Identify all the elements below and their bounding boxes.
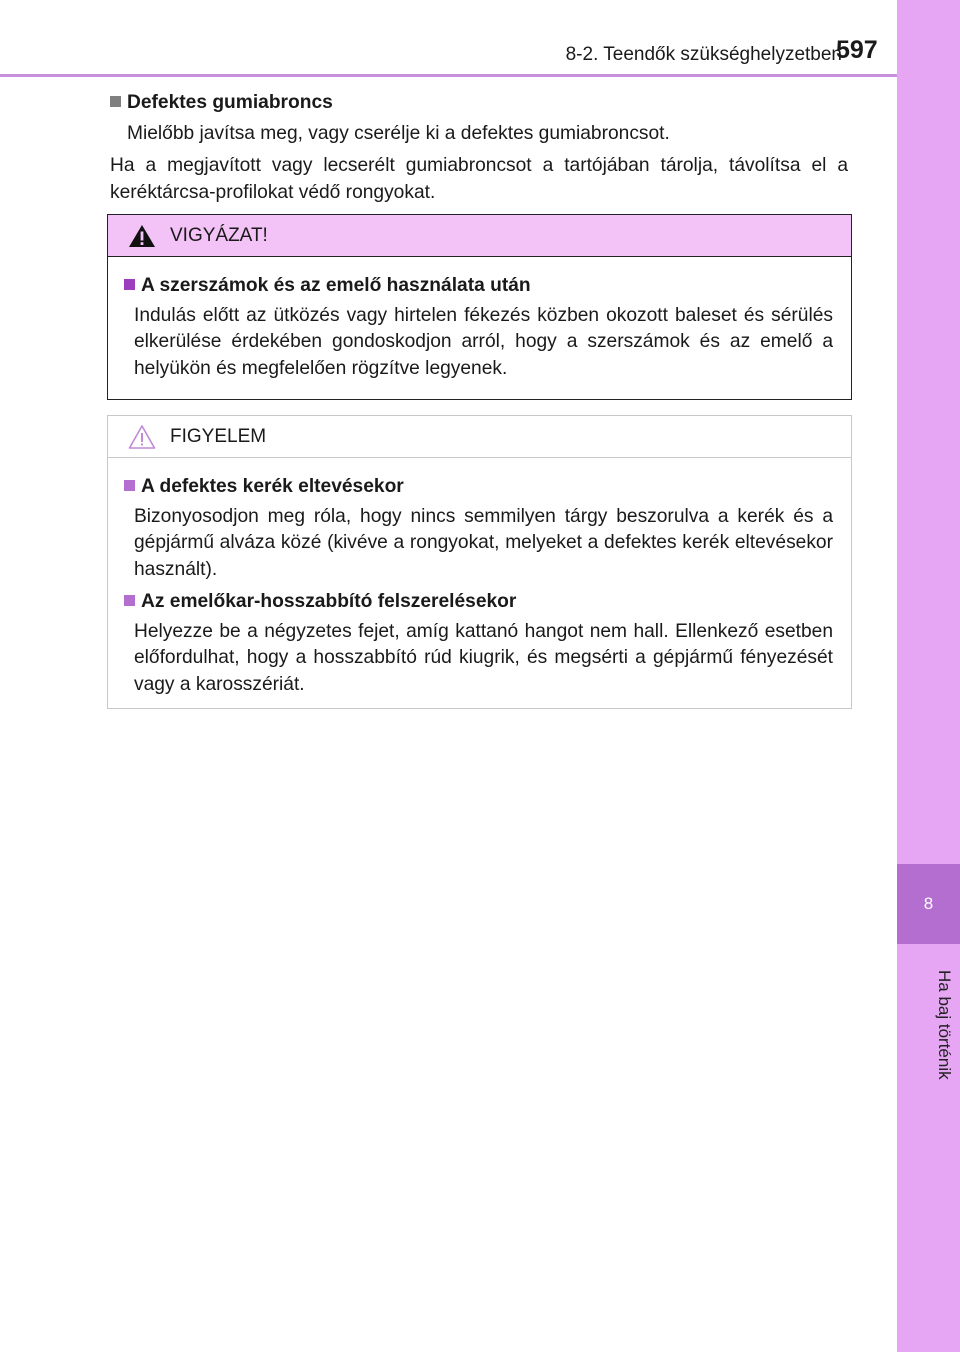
warning-triangle-filled-icon (128, 224, 156, 248)
intro-heading-row (110, 89, 848, 116)
caution-body (108, 257, 851, 382)
intro-para-2 (110, 152, 848, 206)
notice-title: FIGYELEM (170, 425, 267, 447)
notice-item-1-heading-row (124, 474, 833, 501)
intro-para-1: Mielőbb javítsa meg, vagy cserélje ki a defektes gumiabroncsot. (127, 123, 670, 144)
chapter-side-tab (897, 0, 960, 1352)
square-bullet-icon (124, 480, 135, 491)
chapter-number: 8 (923, 894, 934, 913)
notice-item-2-heading: Az emelőkar-hosszabbító felszerelésekor (141, 591, 517, 612)
square-bullet-icon (124, 595, 135, 606)
header-rule (0, 74, 897, 77)
square-bullet-icon (110, 96, 121, 107)
notice-box (107, 415, 852, 709)
square-bullet-icon (124, 279, 135, 290)
chapter-title: Ha baj történik (935, 970, 954, 1080)
caution-heading: A szerszámok és az emelő használata után (141, 275, 531, 296)
caution-title: VIGYÁZAT! (170, 224, 268, 246)
section-title: 8-2. Teendők szükséghelyzetben (565, 44, 842, 65)
intro-section (110, 89, 848, 206)
intro-heading: Defektes gumiabroncs (127, 92, 333, 113)
notice-header (108, 416, 851, 458)
caution-heading-row (124, 273, 833, 300)
intro-para-2-text: Ha a megjavított vagy lecserélt gumiabroncsot a tartójában tárolja, távolítsa el a keréktárcsa-profilokat védő rongyokat. (110, 155, 848, 203)
caution-box (107, 214, 852, 400)
caution-text: Indulás előtt az ütközés vagy hirtelen fékezés közben okozott baleset és sérülés elkerülése érdekében gondoskodjon arról, hogy a szerszámok és az emelő a helyükön és megfelelően rögzítve legyenek. (134, 304, 833, 379)
notice-item-1-heading: A defektes kerék eltevésekor (141, 476, 404, 497)
warning-triangle-outline-icon (128, 424, 156, 450)
notice-item-1-text: Bizonyosodjon meg róla, hogy nincs semmilyen tárgy beszorulva a kerék és a gépjármű alváza közé (kivéve a rongyokat, melyeket a defektes kerék eltevésekor használt). (134, 505, 833, 580)
page-number: 597 (836, 36, 878, 64)
caution-header (108, 215, 851, 257)
notice-item-2-heading-row (124, 589, 833, 616)
notice-item-2-text: Helyezze be a négyzetes fejet, amíg kattanó hangot nem hall. Ellenkező esetben előfordulhat, hogy a hosszabbító rúd kiugrik, és megsérti a gépjármű fényezését vagy a karosszériát. (134, 620, 833, 695)
notice-body (108, 458, 851, 698)
chapter-number-box (897, 864, 960, 944)
